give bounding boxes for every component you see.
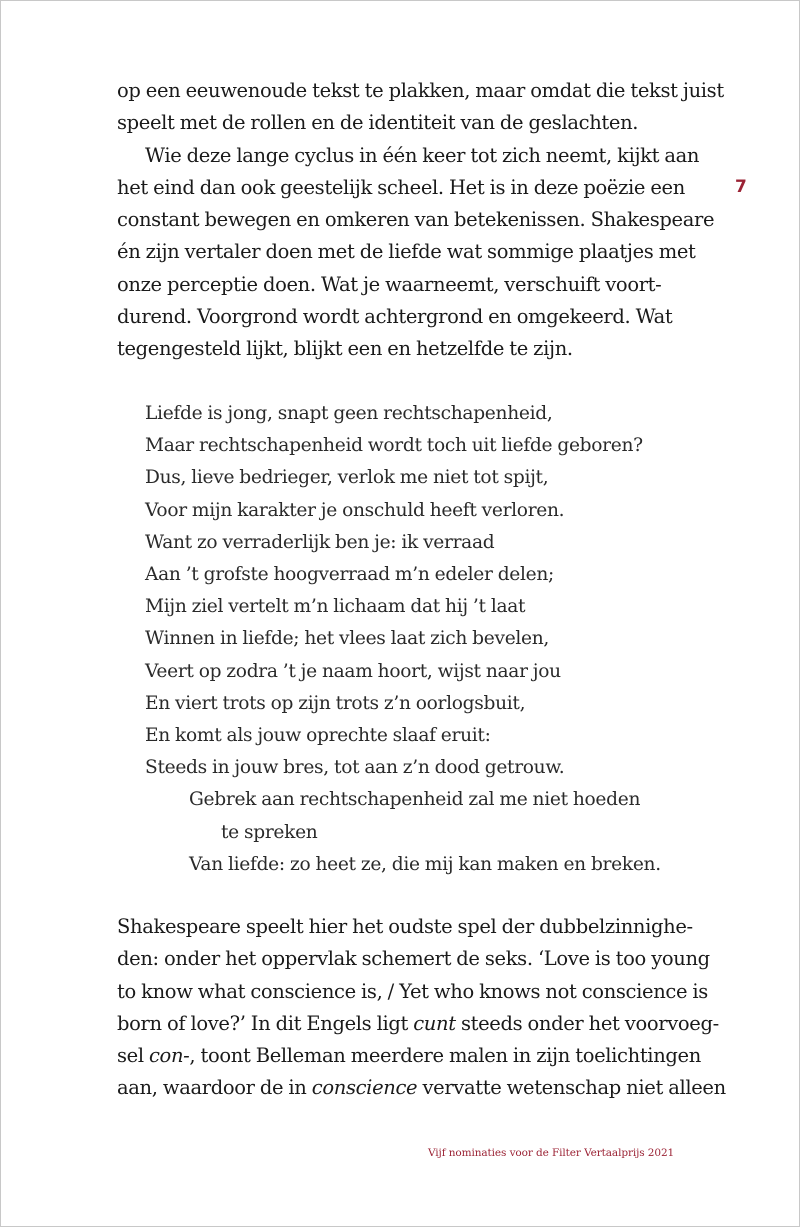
poem-line: Steeds in jouw bres, tot aan z’n dood getrouw. [145,757,565,779]
paragraph-3-line: den: onder het oppervlak schemert de seks. ‘Love is too young [117,947,710,971]
paragraph-2-line: constant bewegen en omkeren van betekenissen. Shakespeare [117,208,715,232]
poem-line: Mijn ziel vertelt m’n lichaam dat hij ’t laat [145,596,526,618]
paragraph-2-line: Wie deze lange cyclus in één keer tot zich neemt, kijkt aan [145,143,700,167]
paragraph-2-line: én zijn vertaler doen met de liefde wat sommige plaatjes met [117,240,696,264]
paragraph-2-line: tegengesteld lijkt, blijkt een en hetzelfde te zijn. [117,337,573,361]
body-text-bottom [117,911,726,1105]
paragraph-2-line: het eind dan ook geestelijk scheel. Het is in deze poëzie een [117,175,685,199]
italic-word: conscience [311,1076,418,1100]
text-run: , toont Belleman meerdere malen in zijn toelichtingen [189,1044,701,1068]
paragraph-1-line: speelt met de rollen en de identiteit van de geslachten. [117,111,639,135]
poem-line: Liefde is jong, snapt geen rechtschapenheid, [145,403,553,424]
poem-quote [145,398,665,881]
poem-line: Aan ’t grofste hoogverraad m’n edeler delen; [145,564,555,586]
poem-line: Winnen in liefde; het vlees laat zich bevelen, [145,628,550,650]
text-run: sel [117,1044,149,1068]
poem-line: Voor mijn karakter je onschuld heeft verloren. [145,499,565,521]
poem-couplet-line: Gebrek aan rechtschapenheid zal me niet hoeden [189,789,641,811]
text-run: aan, waardoor de in [117,1076,312,1100]
page-number: 7 [735,177,747,197]
poem-couplet-continuation: te spreken [221,821,318,843]
poem-line: Dus, lieve bedrieger, verlok me niet tot spijt, [145,467,549,489]
text-run: vervatte wetenschap niet alleen [417,1076,726,1100]
italic-word: con- [148,1044,190,1068]
running-footer: Vijf nominaties voor de Filter Vertaalprijs 2021 [428,1147,675,1159]
paragraph-3-line [117,1072,726,1104]
paragraph-3-line: Shakespeare speelt hier het oudste spel der dubbelzinnighe- [117,915,693,938]
paragraph-2-line: durend. Voorgrond wordt achtergrond en omgekeerd. Wat [117,305,673,329]
italic-word: cunt [413,1011,456,1035]
text-run: born of love?’ In dit Engels ligt [117,1011,414,1035]
poem-line: Veert op zodra ’t je naam hoort, wijst naar jou [145,660,561,682]
poem-line: Want zo verraderlijk ben je: ik verraad [145,531,495,553]
text-run: steeds onder het voorvoeg- [455,1011,719,1035]
poem-couplet-line: Van liefde: zo heet ze, die mij kan maken en breken. [189,853,661,875]
poem-line: En viert trots op zijn trots z’n oorlogsbuit, [145,692,526,714]
paragraph-2-line: onze perceptie doen. Wat je waarneemt, verschuift voort- [117,272,662,296]
poem-line: En komt als jouw oprechte slaaf eruit: [145,725,491,747]
paragraph-3-line [117,1040,701,1072]
poem-line: Maar rechtschapenheid wordt toch uit liefde geboren? [145,435,643,457]
paragraph-3-line [117,1008,719,1040]
paragraph-3-line: to know what conscience is, / Yet who knows not conscience is [117,979,708,1003]
paragraph-1-line: op een eeuwenoude tekst te plakken, maar omdat die tekst juist [117,79,724,102]
body-text-top [117,75,724,366]
